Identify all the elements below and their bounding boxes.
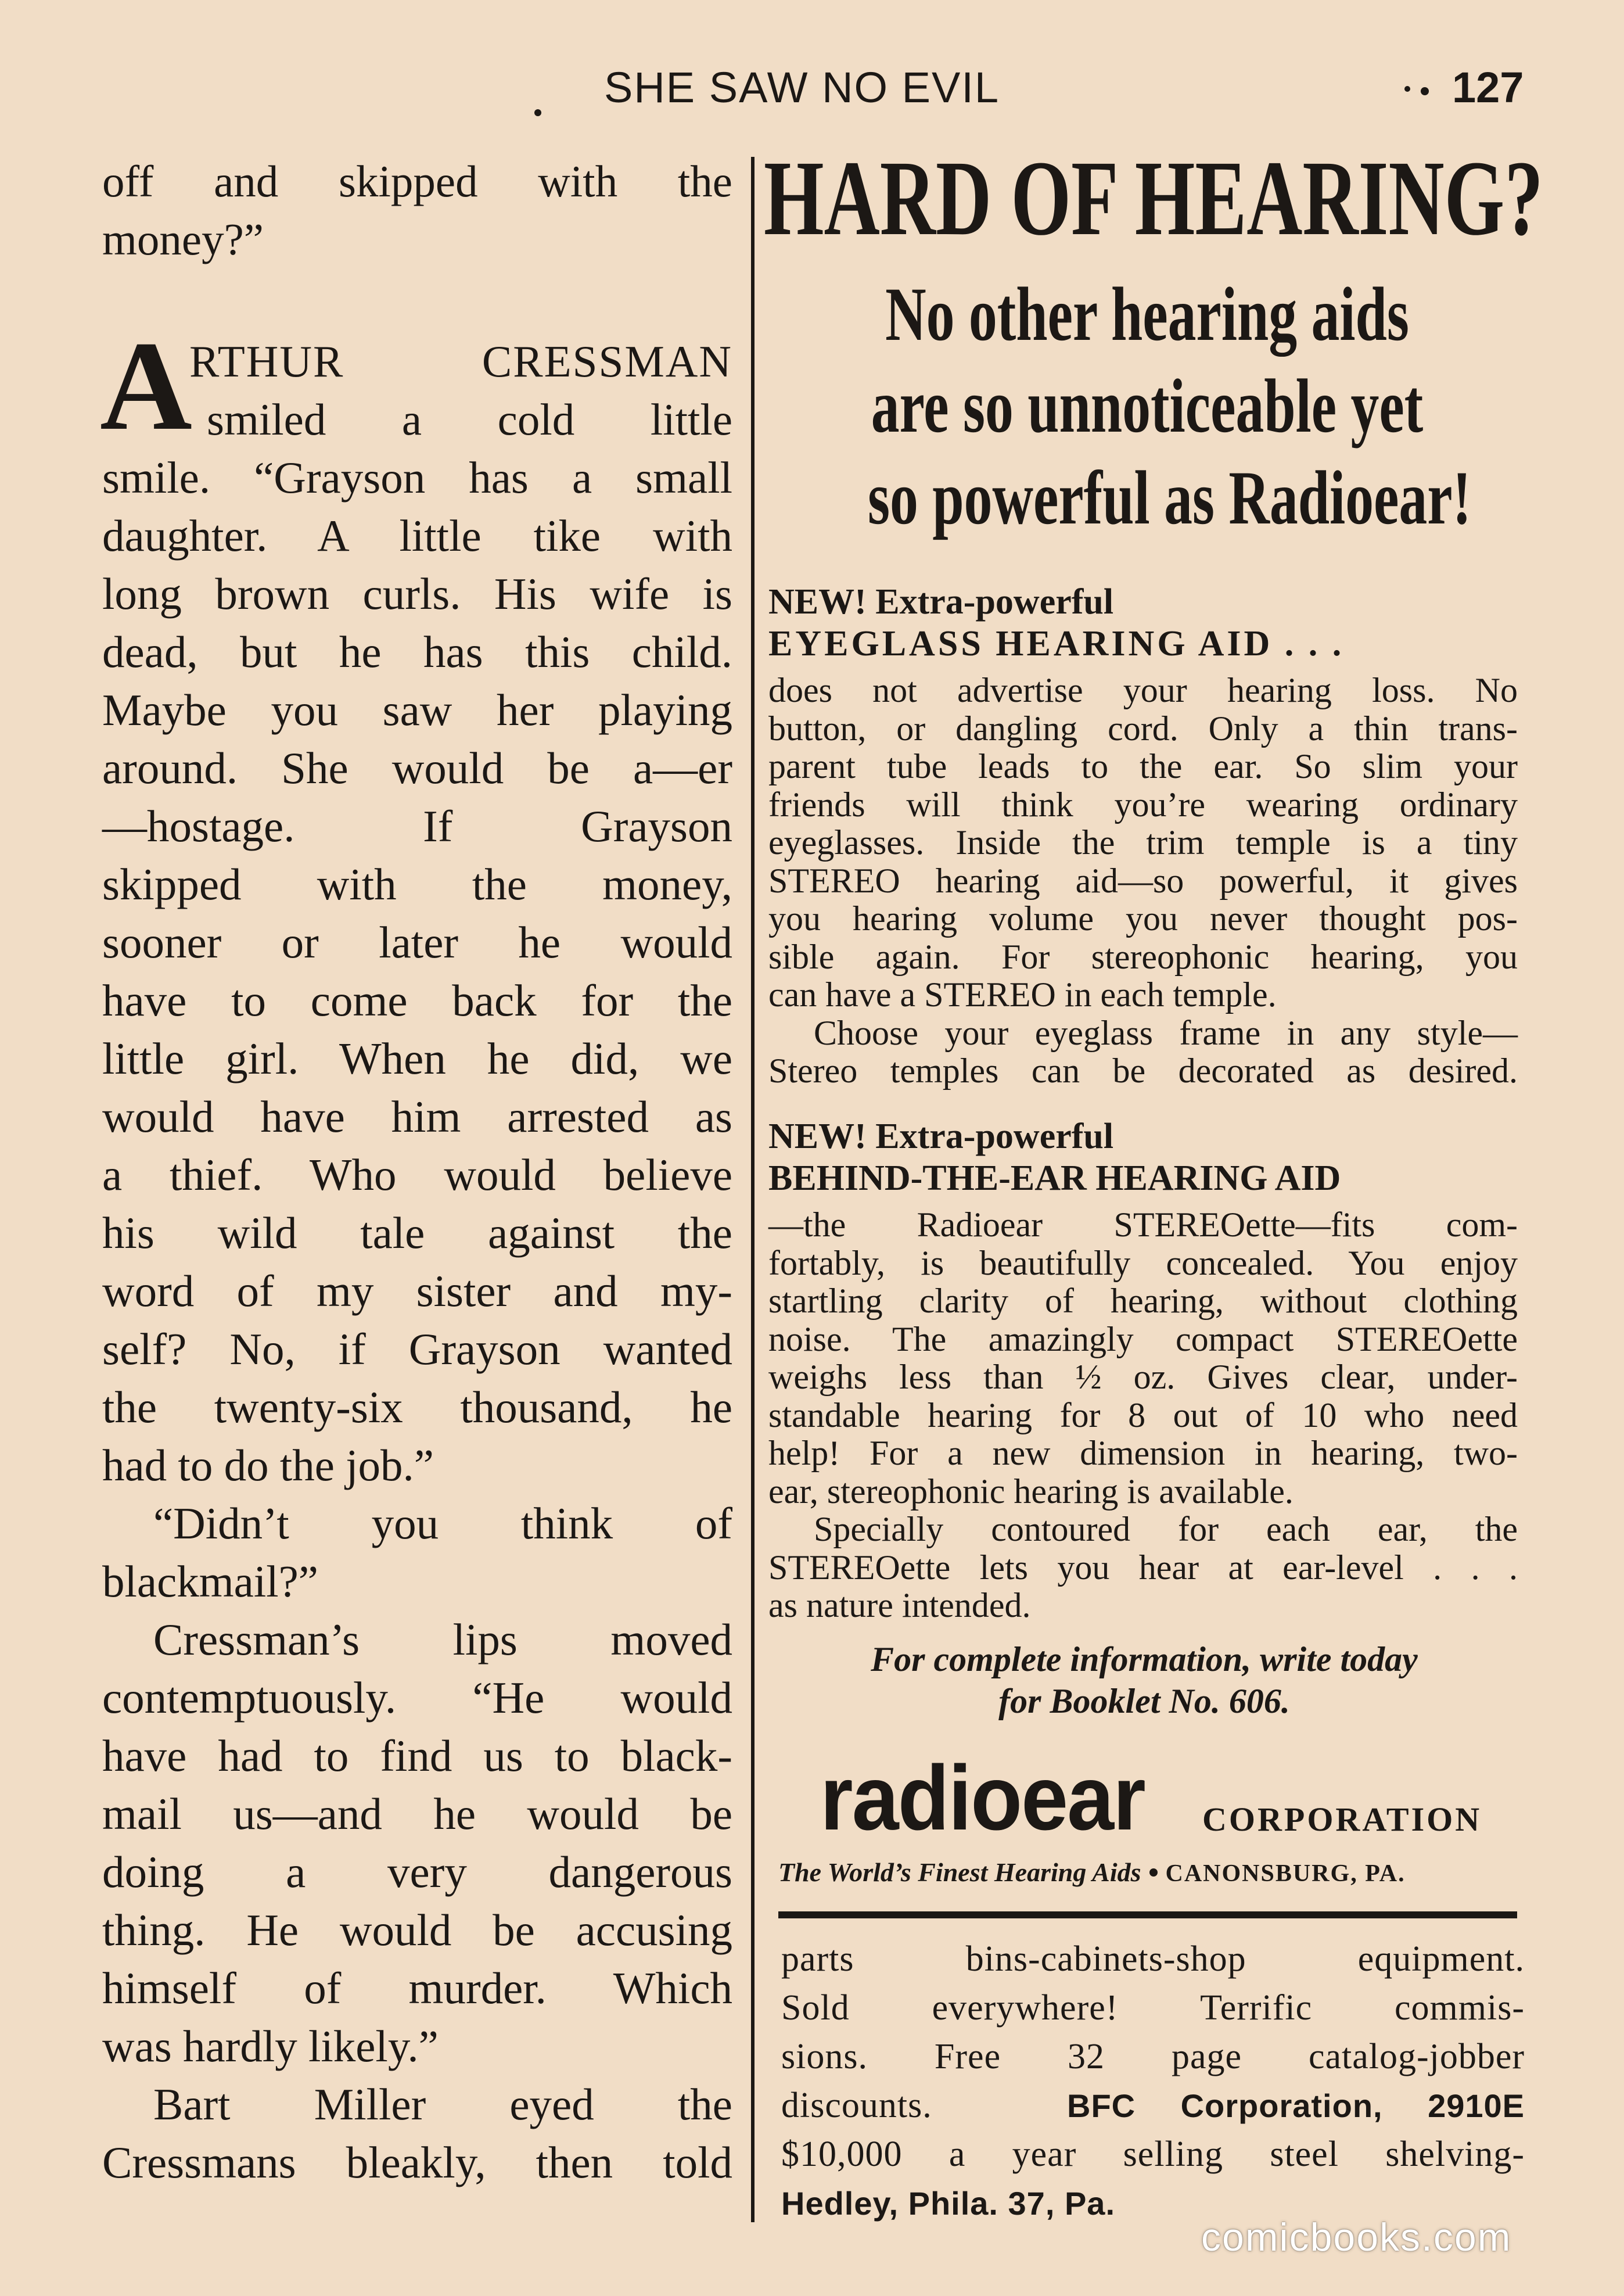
ad-line: weighs less than ½ oz. Gives clear, under- [768, 1358, 1518, 1396]
story-line: Cressman’s lips moved [153, 1615, 732, 1664]
section-title-line: NEW! Extra-powerful [768, 1117, 1114, 1156]
classified-line: parts bins-cabinets-shop equipment. [781, 1939, 1525, 1979]
story-line: the twenty-six thousand, he [102, 1382, 732, 1432]
drop-cap: A [100, 315, 192, 457]
story-line: RTHUR CRESSMAN [189, 336, 732, 386]
booklet-line: For complete information, write today [871, 1640, 1418, 1678]
section-body-behind-ear [768, 1206, 1518, 1625]
story-line: would have him arrested as [102, 1092, 732, 1142]
story-column [102, 152, 732, 2191]
story-line: word of my sister and my- [102, 1266, 732, 1316]
ad-line: Choose your eyeglass frame in any style— [814, 1013, 1518, 1052]
ad-line: ear, stereophonic hearing is available. [768, 1472, 1294, 1511]
story-line: “Didn’t you think of [153, 1498, 732, 1548]
story-line: Maybe you saw her playing [102, 685, 732, 735]
section-title-behind-ear [768, 1115, 1341, 1199]
story-line: blackmail?” [102, 1556, 318, 1606]
story-line: himself of murder. Which [102, 1963, 732, 2013]
story-line: contemptuously. “He would [102, 1673, 732, 1723]
classified-text: discounts. [781, 2086, 932, 2125]
header-dot [1404, 86, 1410, 92]
story-line: little girl. When he did, we [102, 1034, 732, 1084]
section-title-line: BEHIND-THE-EAR HEARING AID [768, 1158, 1341, 1198]
story-line: smile. “Grayson has a small [102, 453, 732, 503]
classified-line: sions. Free 32 page catalog-jobber [781, 2037, 1525, 2076]
ad-line: noise. The amazingly compact STEREOette [768, 1319, 1518, 1358]
booklet-offer [773, 1638, 1516, 1722]
section-title-line: NEW! Extra-powerful [768, 582, 1114, 622]
ad-headline: HARD OF HEARING? [764, 139, 1543, 258]
watermark: comicbooks.com [1201, 2215, 1512, 2259]
horizontal-divider [778, 1911, 1517, 1918]
ad-line: as nature intended. [768, 1586, 1031, 1624]
ad-line: Specially contoured for each ear, the [814, 1510, 1518, 1548]
ad-line: STEREO hearing aid—so powerful, it gives [768, 861, 1518, 900]
story-line: Bart Miller eyed the [153, 2079, 732, 2129]
ad-line: sible again. For stereophonic hearing, you [768, 937, 1518, 976]
story-line: Cressmans bleakly, then told [102, 2137, 732, 2187]
story-line: smiled a cold little [207, 394, 732, 444]
ad-line: standable hearing for 8 out of 10 who need [768, 1395, 1518, 1434]
classified-ad [781, 1935, 1525, 2227]
story-line: self? No, if Grayson wanted [102, 1324, 732, 1374]
ad-line: parent tube leads to the ear. So slim your [768, 747, 1518, 785]
corporation-label: CORPORATION [1202, 1800, 1482, 1838]
classified-line [781, 2081, 1525, 2130]
header-dot [534, 109, 541, 116]
story-paragraph [100, 315, 732, 1494]
story-line: sooner or later he would [102, 917, 732, 967]
bfc-address: BFC Corporation, 2910E [1067, 2087, 1525, 2124]
story-line: his wild tale against the [102, 1208, 732, 1258]
column-divider [751, 157, 754, 2222]
ad-location: CANONSBURG, PA. [1165, 1860, 1406, 1887]
radioear-logo: radioear [820, 1747, 1145, 1849]
story-line: off and skipped with the [102, 156, 732, 206]
story-line: dead, but he has this child. [102, 627, 732, 677]
ad-line: help! For a new dimension in hearing, two- [768, 1434, 1518, 1472]
ad-subhead [770, 268, 1525, 544]
story-line: thing. He would be accusing [102, 1905, 732, 1955]
tagline-text: The World’s Finest Hearing Aids [778, 1857, 1141, 1887]
story-line: long brown curls. His wife is [102, 569, 732, 619]
story-line: daughter. A little tike with [102, 511, 732, 561]
story-line: have to come back for the [102, 975, 732, 1025]
running-title: SHE SAW NO EVIL [604, 63, 1000, 112]
ad-subhead-line: are so unnoticeable yet [871, 363, 1424, 449]
story-line: money?” [102, 214, 264, 264]
ad-tagline [778, 1857, 1406, 1888]
section-title-line: EYEGLASS HEARING AID . . . [768, 624, 1345, 663]
ad-subhead-line: No other hearing aids [885, 271, 1409, 357]
section-title-eyeglass [768, 581, 1344, 665]
bullet-separator [1149, 1868, 1158, 1877]
ad-line: STEREOette lets you hear at ear-level . . . [768, 1548, 1518, 1587]
story-line: mail us—and he would be [102, 1789, 732, 1839]
ad-line: does not advertise your hearing loss. No [768, 671, 1518, 709]
classified-line: Sold everywhere! Terrific commis- [781, 1988, 1525, 2028]
story-line: —hostage. If Grayson [102, 801, 732, 851]
header-dot [1421, 87, 1429, 95]
ad-line: eyeglasses. Inside the trim temple is a tiny [768, 823, 1518, 862]
section-body-eyeglass [768, 672, 1518, 1090]
ad-line: fortably, is beautifully concealed. You enjoy [768, 1243, 1518, 1282]
ad-line: —the Radioear STEREOette—fits com- [768, 1206, 1518, 1244]
booklet-line: for Booklet No. 606. [998, 1682, 1290, 1720]
bfc-address: Hedley, Phila. 37, Pa. [781, 2185, 1115, 2222]
ad-line: button, or dangling cord. Only a thin trans- [768, 709, 1518, 748]
story-line: was hardly likely.” [102, 2021, 439, 2071]
story-line: around. She would be a—er [102, 743, 732, 793]
classified-line: $10,000 a year selling steel shelving- [781, 2134, 1525, 2174]
ad-subhead-line: so powerful as Radioear! [868, 455, 1472, 540]
page-number: 127 [1452, 63, 1524, 112]
story-line: a thief. Who would believe [102, 1150, 732, 1200]
ad-line: Stereo temples can be decorated as desired. [768, 1052, 1518, 1090]
ad-line: startling clarity of hearing, without clothing [768, 1282, 1518, 1320]
story-line: had to do the job.” [102, 1440, 434, 1490]
ad-line: friends will think you’re wearing ordinary [768, 785, 1518, 824]
ad-line: you hearing volume you never thought pos- [768, 899, 1518, 938]
story-line: have had to find us to black- [102, 1731, 732, 1781]
story-line: doing a very dangerous [102, 1847, 732, 1897]
ad-line: can have a STEREO in each temple. [768, 975, 1277, 1014]
story-line: skipped with the money, [102, 859, 732, 909]
